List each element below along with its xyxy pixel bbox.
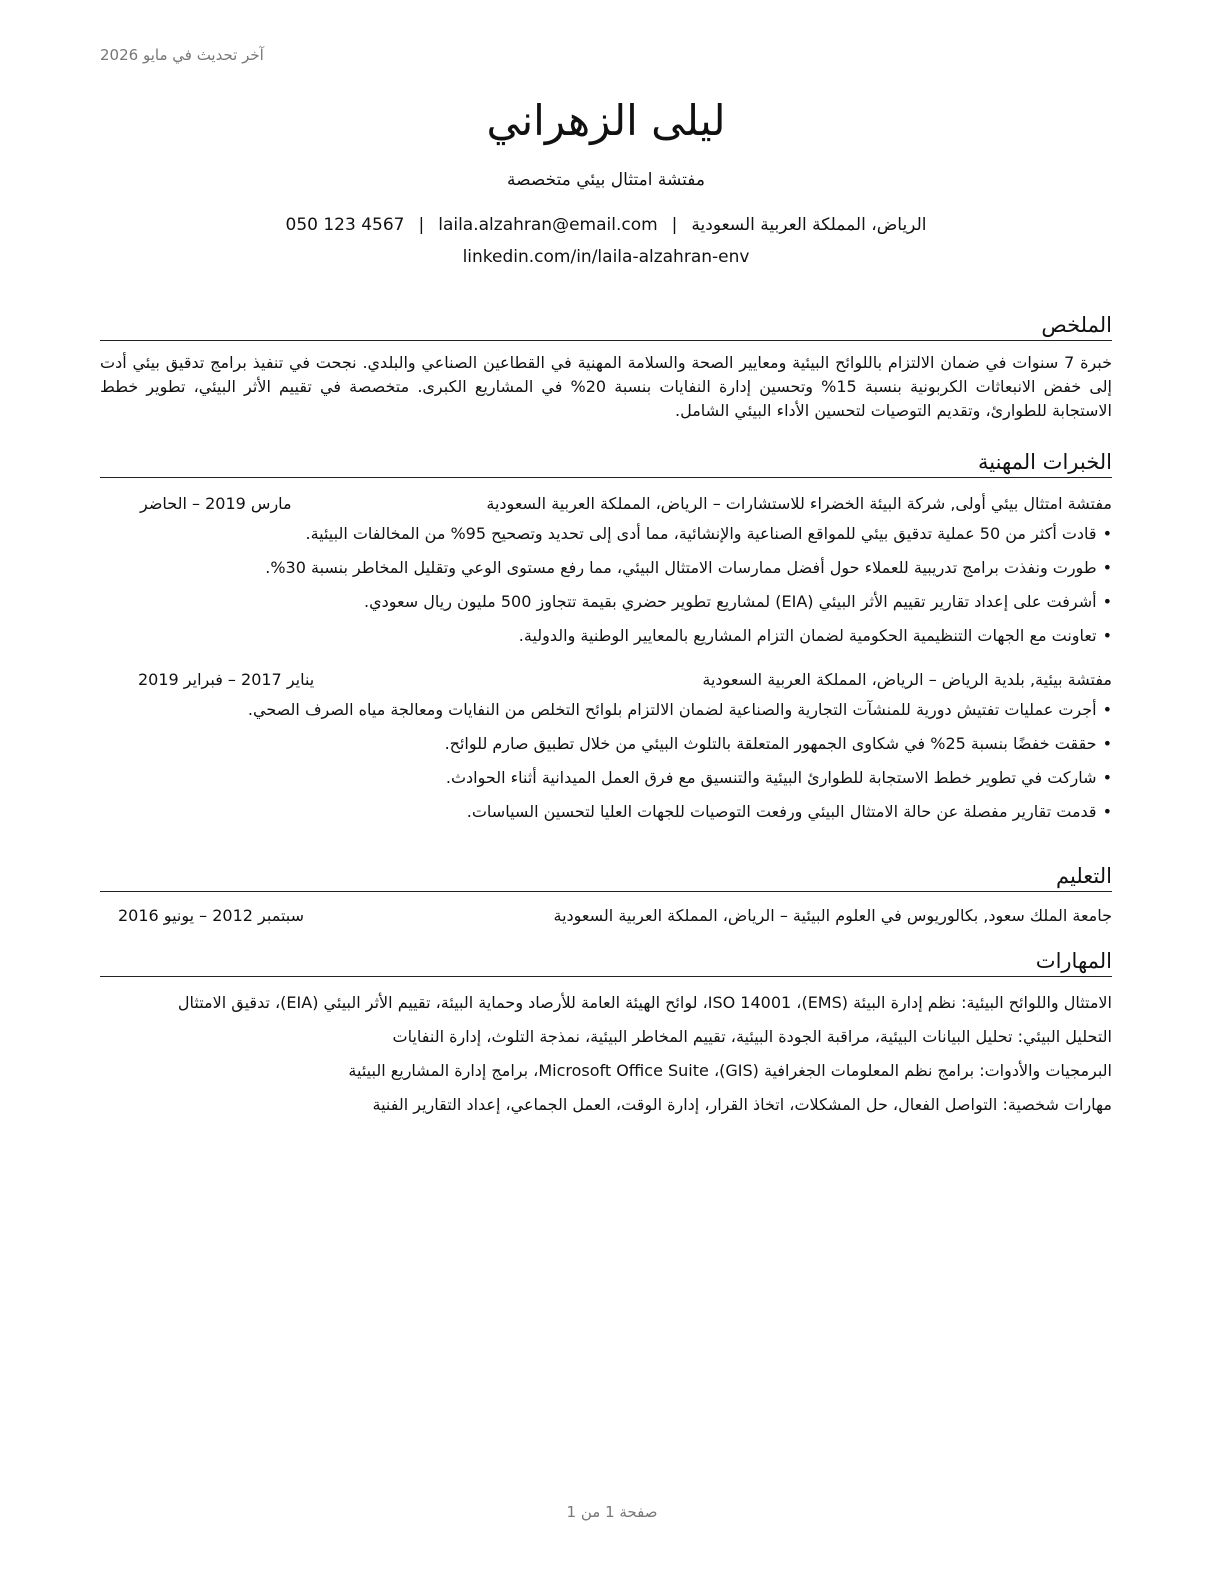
education-entry — [100, 904, 1112, 928]
job-role: مفتشة امتثال بيئي أولى, شركة البيئة الخضراء للاستشارات – الرياض، المملكة العربية السعودية — [486, 494, 1112, 513]
job-dates: يناير 2017 – فبراير 2019 — [138, 670, 315, 689]
contact-phone: 050 123 4567 — [285, 215, 405, 235]
skills-list — [100, 991, 1112, 1117]
list-item: •قادت أكثر من 50 عملية تدقيق بيئي للمواقع الصناعية والإنشائية، مما أدى إلى تحديد وتصحيح 95% من المخالفات البيئية. — [305, 524, 1112, 543]
skills-heading: المهارات — [100, 948, 1112, 977]
job-bullets — [100, 522, 1112, 648]
list-item: •شاركت في تطوير خطط الاستجابة للطوارئ البيئية والتنسيق مع فرق العمل الميدانية أثناء الحوادث. — [445, 768, 1112, 787]
resume-header — [100, 95, 1112, 270]
list-item: •طورت ونفذت برامج تدريبية للعملاء حول أفضل ممارسات الامتثال البيئي، مما رفع مستوى الوعي وتقليل المخاطر بنسبة 30%. — [265, 558, 1112, 577]
summary-heading: الملخص — [100, 312, 1112, 341]
candidate-title: مفتشة امتثال بيئي متخصصة — [507, 170, 705, 190]
skill-item: البرمجيات والأدوات: برامج نظم المعلومات الجغرافية (GIS)، Microsoft Office Suite، برامج إدارة المشاريع البيئية — [348, 1061, 1112, 1080]
experience-section — [100, 449, 1112, 834]
bullet-icon: • — [1102, 592, 1112, 611]
bullet-icon: • — [1102, 558, 1112, 577]
skill-item: الامتثال واللوائح البيئية: نظم إدارة البيئة (EMS)، ISO 14001، لوائح الهيئة العامة للأرصاد وحماية البيئة، تقييم الأثر البيئي (EIA)، تدقيق الامتثال — [177, 993, 1112, 1012]
skill-item: التحليل البيئي: تحليل البيانات البيئية، مراقبة الجودة البيئية، تقييم المخاطر البيئية، نمذجة التلوث، إدارة النفايات — [392, 1027, 1112, 1046]
list-item: •حققت خفضًا بنسبة 25% في شكاوى الجمهور المتعلقة بالتلوث البيئي من خلال تطبيق صارم للوائح. — [444, 734, 1112, 753]
last-updated: آخر تحديث في مايو 2026 — [100, 46, 264, 64]
bullet-icon: • — [1102, 626, 1112, 645]
job-header — [100, 668, 1112, 692]
linkedin-link[interactable]: linkedin.com/in/laila-alzahran-env — [462, 247, 750, 267]
education-dates: سبتمبر 2012 – يونيو 2016 — [118, 906, 305, 925]
contact-separator: | — [418, 215, 425, 235]
list-item: •تعاونت مع الجهات التنظيمية الحكومية لضمان التزام المشاريع بالمعايير الوطنية والدولية. — [518, 626, 1112, 645]
contact-email[interactable]: laila.alzahran@email.com — [438, 215, 658, 235]
education-section — [100, 863, 1112, 928]
list-item: •أشرفت على إعداد تقارير تقييم الأثر البيئي (EIA) لمشاريع تطوير حضري بقيمة تتجاوز 500 مليون ريال سعودي. — [364, 592, 1112, 611]
job-dates: مارس 2019 – الحاضر — [140, 494, 292, 513]
resume-page — [100, 0, 1112, 1584]
skill-item: مهارات شخصية: التواصل الفعال، حل المشكلات، اتخاذ القرار، إدارة الوقت، العمل الجماعي، إعداد التقارير الفنية — [372, 1095, 1112, 1114]
list-item: •قدمت تقارير مفصلة عن حالة الامتثال البيئي ورفعت التوصيات للجهات العليا لتحسين السياسات. — [466, 802, 1112, 821]
bullet-icon: • — [1102, 700, 1112, 719]
candidate-name: ليلى الزهراني — [486, 96, 726, 145]
education-heading: التعليم — [100, 863, 1112, 892]
contact-location: الرياض، المملكة العربية السعودية — [691, 215, 927, 235]
education-degree: جامعة الملك سعود, بكالوريوس في العلوم البيئية – الرياض، المملكة العربية السعودية — [553, 906, 1112, 925]
job-bullets — [100, 698, 1112, 824]
bullet-icon: • — [1102, 802, 1112, 821]
bullet-icon: • — [1102, 524, 1112, 543]
page-number: صفحة 1 من 1 — [566, 1503, 658, 1521]
job-role: مفتشة بيئية, بلدية الرياض – الرياض، المملكة العربية السعودية — [702, 670, 1112, 689]
list-item: •أجرت عمليات تفتيش دورية للمنشآت التجارية والصناعية لضمان الالتزام بلوائح التخلص من النفايات ومعالجة مياه الصرف الصحي. — [247, 700, 1112, 719]
summary-section — [100, 312, 1112, 423]
experience-heading: الخبرات المهنية — [100, 449, 1112, 478]
skills-section — [100, 948, 1112, 1127]
contact-separator: | — [671, 215, 678, 235]
bullet-icon: • — [1102, 734, 1112, 753]
job-header — [100, 492, 1112, 516]
contact-line — [100, 212, 1112, 238]
summary-text: خبرة 7 سنوات في ضمان الالتزام باللوائح البيئية ومعايير الصحة والسلامة المهنية في القطاعين الصناعي والبلدي. نجحت في تنفيذ برامج تدقيق بيئي أدت إلى خفض الانبعاثات الكربونية بنسبة 15% وتحسين إدارة النفايات بنسبة 20% في المشاريع الكبرى. متخصصة في تقييم الأثر البيئي، تطوير خطط الاستجابة للطوارئ، وتقديم التوصيات لتحسين الأداء البيئي الشامل. — [100, 353, 1113, 420]
bullet-icon: • — [1102, 768, 1112, 787]
